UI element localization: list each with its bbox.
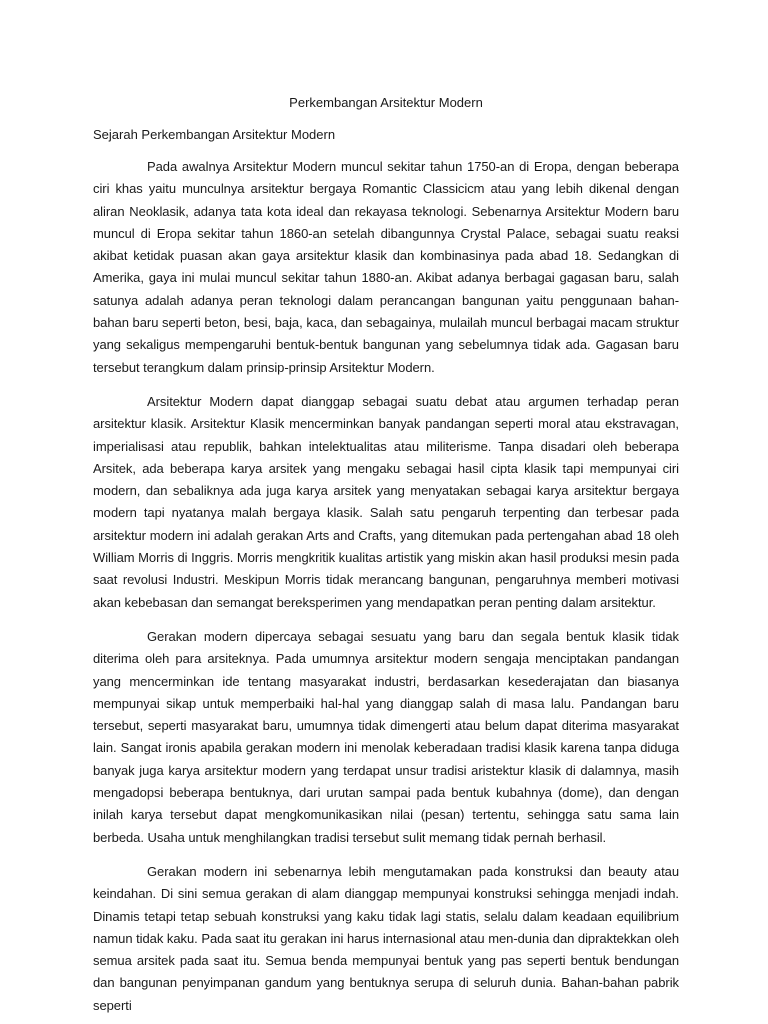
document-title: Perkembangan Arsitektur Modern [289,95,483,110]
paragraph-2: Arsitektur Modern dapat dianggap sebagai suatu debat atau argumen terhadap peran arsitektur klasik. Arsitektur Klasik mencerminkan banyak pandangan seperti moral atau ekstravagan, imperialisasi atau republik, bahkan intelektualitas atau militerisme. Tanpa disadari oleh beberapa Arsitek, ada beberapa karya arsitek yang mengaku sebagai hasil cipta klasik tapi mempunyai ciri modern, dan sebaliknya ada juga karya arsitek yang menyatakan sebagai karya arsitektur bergaya modern tapi nyatanya malah bergaya klasik. Salah satu pengaruh terpenting dan terbesar pada arsitektur modern ini adalah gerakan Arts and Crafts, yang ditemukan pada pertengahan abad 18 oleh William Morris di Inggris. Morris mengkritik kualitas artistik yang miskin akan hasil produksi mesin pada saat revolusi Industri. Meskipun Morris tidak merancang bangunan, pengaruhnya memberi motivasi akan kebebasan dan semangat bereksperimen yang mendapatkan peran penting dalam arsitektur. [93,393,679,610]
paragraph-4: Gerakan modern ini sebenarnya lebih mengutamakan pada konstruksi dan beauty atau keindahan. Di sini semua gerakan di alam dianggap mempunyai konstruksi sehingga menjadi indah. Dinamis tetapi tetap sebuah konstruksi yang kaku tidak lagi statis, selalu dalam keadaan equilibrium namun tidak kaku. Pada saat itu gerakan ini harus internasional atau men-dunia dan dipraktekkan oleh semua arsitek pada saat itu. Semua benda mempunyai bentuk yang pas seperti bentuk bendungan dan bangunan penyimpanan gandum yang bentuknya serupa di seluruh dunia. Bahan-bahan pabrik seperti [93,863,679,1013]
paragraph-3: Gerakan modern dipercaya sebagai sesuatu yang baru dan segala bentuk klasik tidak diterima oleh para arsiteknya. Pada umumnya arsitektur modern sengaja menciptakan pandangan yang mencerminkan ide tentang masyarakat industri, berdasarkan kesederajatan dan biasanya mempunyai sikap untuk memperbaiki hal-hal yang dianggap salah di masa lalu. Pandangan baru tersebut, seperti masyarakat baru, umumnya tidak dimengerti atau belum dapat diterima masyarakat lain. Sangat ironis apabila gerakan modern ini menolak keberadaan tradisi klasik karena tanpa diduga banyak juga karya arsitektur modern yang terdapat unsur tradisi aristektur klasik di dalamnya, masih mengadopsi beberapa bentuknya, dari urutan sampai pada bentuk kubahnya (dome), dan dengan inilah karya tersebut dapat mengkomunikasikan nilai (pesan) tertentu, sehingga satu sama lain berbeda. Usaha untuk menghilangkan tradisi tersebut sulit memang tidak pernah berhasil. [93,628,679,845]
section-heading: Sejarah Perkembangan Arsitektur Modern [93,127,336,142]
paragraph-1: Pada awalnya Arsitektur Modern muncul sekitar tahun 1750-an di Eropa, dengan beberapa ciri khas yaitu munculnya arsitektur bergaya Romantic Classicicm atau yang lebih dikenal dengan aliran Neoklasik, adanya tata kota ideal dan rekayasa teknologi. Sebenarnya Arsitektur Modern baru muncul di Eropa sekitar tahun 1860-an setelah dibangunnya Crystal Palace, sebagai suatu reaksi akibat ketidak puasan akan gaya arsitektur klasik dan kombinasinya pada abad 18. Sedangkan di Amerika, gaya ini mulai muncul sekitar tahun 1880-an. Akibat adanya berbagai gagasan baru, salah satunya adalah adanya peran teknologi dalam perancangan bangunan yaitu penggunaan bahan-bahan baru seperti beton, besi, baja, kaca, dan sebagainya, mulailah muncul berbagai macam struktur yang sekaligus mempengaruhi bentuk-bentuk bangunan yang sebelumnya tidak ada. Gagasan baru tersebut terangkum dalam prinsip-prinsip Arsitektur Modern. [93,159,679,375]
